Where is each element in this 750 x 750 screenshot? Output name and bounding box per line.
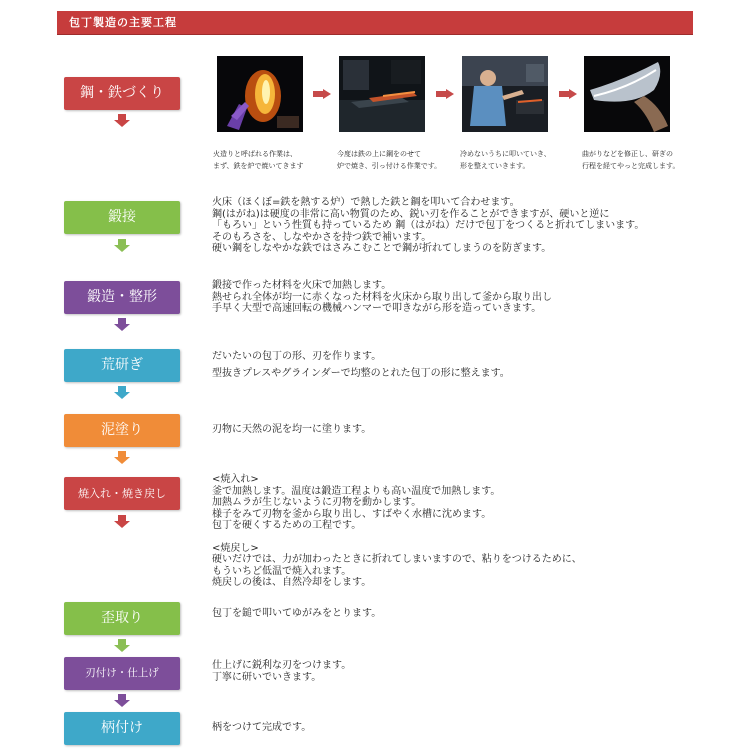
right-arrow-icon [559, 89, 577, 99]
down-arrow-icon [114, 515, 130, 528]
step-label-text: 鍛造・整形 [87, 289, 157, 305]
forge-fire-photo [217, 56, 303, 132]
step-description: 包丁を鎚で叩いてゆがみをとります。 [212, 608, 382, 619]
photo-caption: 今度は鉄の上に鋼をのせて 炉で焼き、引っ付ける作業です。 [337, 150, 442, 170]
right-arrow-icon [436, 89, 454, 99]
page-title-bar [57, 11, 693, 35]
step-description: 柄をつけて完成です。 [212, 722, 312, 733]
step-label-text: 刃付け・仕上げ [85, 667, 159, 679]
down-arrow-icon [114, 694, 130, 707]
step-label-text: 鍛接 [108, 209, 136, 225]
down-arrow-icon [114, 386, 130, 399]
step-description: 火床（ほくぼ=鉄を熱する炉）で熱した鉄と鋼を叩いて合わせます。 鋼(はがね)は硬度の非常に高い物質のため、鋭い刃を作ることができますが、硬いと逆に 「もろい」という性質も持っているため 鋼（はがね）だけで包丁をつくると折れてしまいます。 そのもろさを、しなやかさを持つ鉄で補います。 硬い鋼をしなやかな鉄ではさみこむことで鋼が折れてしまうのを防ぎます。 [212, 197, 645, 254]
blade-finishing-photo [584, 56, 670, 132]
right-arrow-icon [313, 89, 331, 99]
step-label-straightening [64, 602, 180, 635]
photo-caption: 冷めないうちに叩いていき、 形を整えていきます。 [460, 150, 551, 170]
step-description: 刃物に天然の泥を均一に塗ります。 [212, 424, 372, 435]
step-label-text: 泥塗り [101, 422, 143, 438]
step-description: <焼入れ> 釜で加熱します。温度は鍛造工程よりも高い温度で加熱します。 加熱ムラが生じないように刃物を動かします。 様子をみて刃物を釜から取り出し、すばやく水槽に沈めます。 包丁を硬くするための工程です。 <焼戻し> 硬いだけでは、力が加わったときに折れてしまいますので、粘りをつけるために、 もういちど低温で焼入れます。 焼戻しの後は、自然冷却をします。 [212, 474, 582, 588]
step-description: 鍛接で作った材料を火床で加熱します。 熱せられ全体が均一に赤くなった材料を火床から取り出して釜から取り出し 手早く大型で高速回転の機械ハンマーで叩きながら形を造っていきます。 [212, 280, 552, 314]
photo-caption: 曲がりなどを修正し、研ぎの 行程を経てやっと完成します。 [582, 150, 680, 170]
step-label-text: 歪取り [101, 610, 143, 626]
photo-caption: 火造りと呼ばれる作業は、 まず、鉄を炉で焼いてきます [213, 150, 304, 170]
step-label-handle-attaching [64, 712, 180, 745]
step-label-text: 焼入れ・焼き戻し [78, 487, 166, 500]
down-arrow-icon [114, 639, 130, 652]
step-label-forging-shaping [64, 281, 180, 314]
step-label-forge-welding [64, 201, 180, 234]
down-arrow-icon [114, 318, 130, 331]
step-label-quench-temper [64, 477, 180, 510]
step-description: だいたいの包丁の形、刃を作ります。 型抜きプレスやグラインダーで均整のとれた包丁の形に整えます。 [212, 351, 510, 379]
down-arrow-icon [114, 114, 130, 127]
step-label-text: 鋼・鉄づくり [80, 85, 164, 101]
anvil-steel-photo [339, 56, 425, 132]
step-label-edging-finishing [64, 657, 180, 690]
page-title: 包丁製造の主要工程 [69, 16, 177, 29]
step-label-rough-grinding [64, 349, 180, 382]
step-description: 仕上げに鋭利な刃をつけます。 丁寧に研いでいきます。 [212, 660, 352, 683]
step-label-steel-iron [64, 77, 180, 110]
down-arrow-icon [114, 451, 130, 464]
down-arrow-icon [114, 239, 130, 252]
step-label-clay-coating [64, 414, 180, 447]
step-label-text: 柄付け [101, 720, 143, 736]
step-label-text: 荒研ぎ [101, 357, 143, 373]
hammering-photo [462, 56, 548, 132]
